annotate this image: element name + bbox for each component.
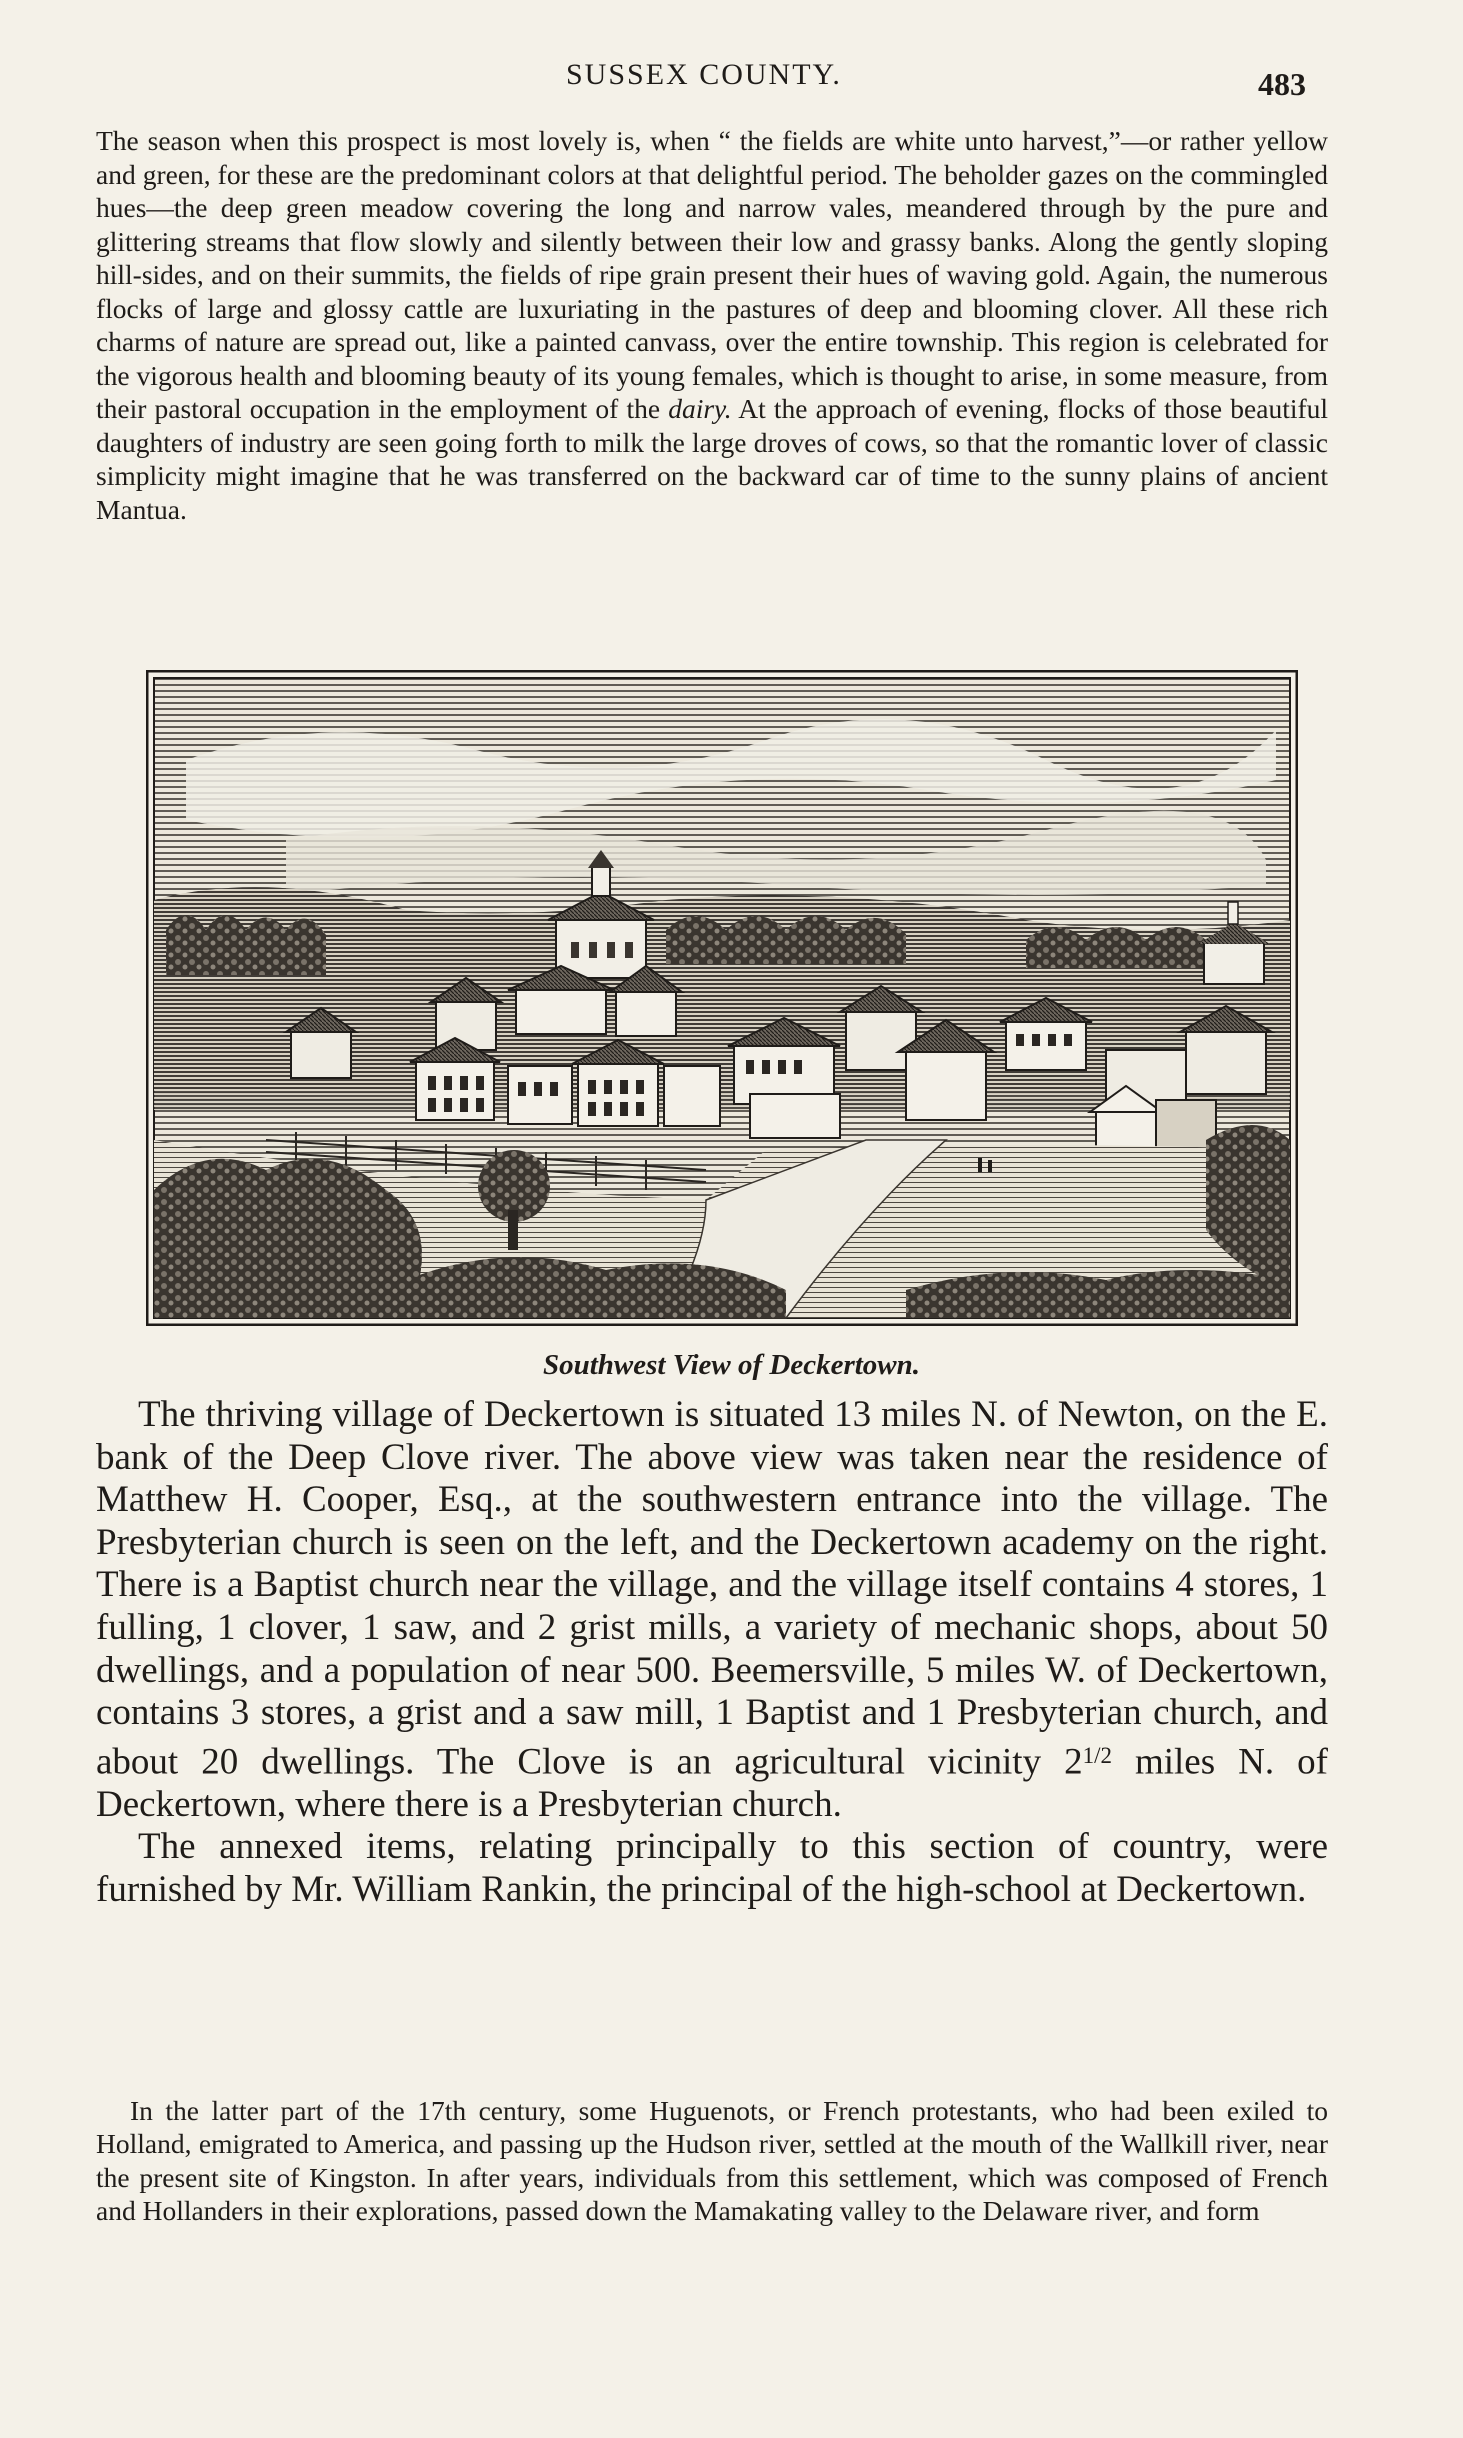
paragraph-prospect-italic: dairy. [668,393,732,424]
paragraph-prospect-text: The season when this prospect is most lovely is, when “ the fields are white unto harvest,”—or rather yellow and green, for these are the predominant colors at that delightful period. The beholder gazes on the commingled hues—the deep green meadow covering the long and narrow vales, meandered through by the pure and glittering streams that flow slowly and silently between their low and grassy banks. Along the gently sloping hill-sides, and on their summits, the fields of ripe grain present their hues of waving gold. Again, the numerous flocks of large and glossy cattle are luxuriating in the pastures of deep and blooming clover. All these rich charms of nature are spread out, like a painted canvass, over the entire township. This region is celebrated for the vigorous health and blooming beauty of its young females, which is thought to arise, in some measure, from their pastoral occupation in the employment of the [96,125,1328,424]
running-title: SUSSEX COUNTY. [566,58,842,91]
paragraph-huguenots: In the latter part of the 17th century, some Huguenots, or French protestants, who had been exiled to Holland, emigrated to America, and passing up the Hudson river, settled at the mouth of the Wallkill river, near the present site of Kingston. In after years, individuals from this settlement, which was composed of French and Hollanders in their explorations, passed down the Mamakating valley to the Delaware river, and form [96,2094,1328,2226]
page-number: 483 [1258,66,1306,102]
paragraph-deckertown [96,1394,1328,1826]
paragraph-prospect [96,124,1328,526]
paragraph-deckertown-end: miles N. of Deckertown, where there is a Presbyterian church. [96,1741,1329,1825]
illustration-caption: Southwest View of Deckertown. [542,1349,921,1381]
paragraph-prospect-end: At the approach of evening, flocks of those beautiful daughters of industry are seen going forth to milk the large droves of cows, so that the romantic lover of classic simplicity might imagine that he was transferred on the backward car of time to the sunny plains of ancient Mantua. [96,393,1329,525]
paragraph-annexed-items: The annexed items, relating principally to this section of country, were furnished by Mr. William Rankin, the principal of the high-school at Deckertown. [96,1826,1328,1910]
engraving-illustration [146,670,1298,1326]
main-text [96,1394,1328,1911]
paragraph-deckertown-text: The thriving village of Deckertown is situated 13 miles N. of Newton, on the E. bank of the Deep Clove river. The above view was taken near the residence of Matthew H. Cooper, Esq., at the southwestern entrance into the village. The Presbyterian church is seen on the left, and the Deckertown academy on the right. There is a Baptist church near the village, and the village itself contains 4 stores, 1 fulling, 1 clover, 1 saw, and 2 grist mills, a variety of mechanic shops, about 50 dwellings, and a population of near 500. Beemersville, 5 miles W. of Deckertown, contains 3 stores, a grist and a saw mill, 1 Baptist and 1 Presbyterian church, and about 20 dwellings. The Clove is an agricultural vicinity 2 [96,1394,1328,1783]
running-head [0,56,1463,102]
fraction-half: 1/2 [1082,1742,1112,1768]
